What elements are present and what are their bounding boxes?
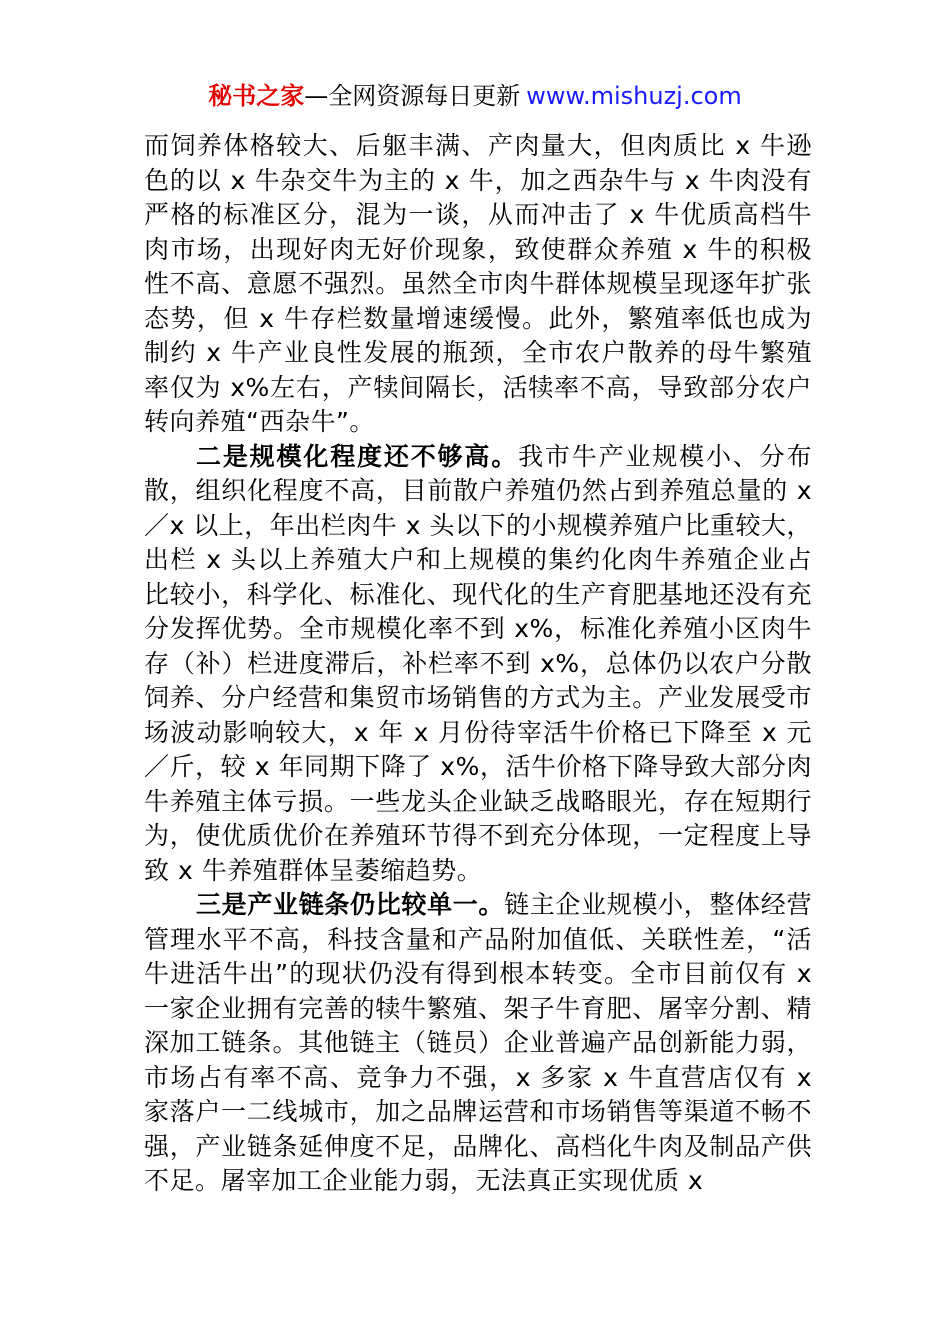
page-header <box>0 78 950 114</box>
site-url-link[interactable]: www.mishuzj.com <box>526 82 742 110</box>
paragraph-text: 链主企业规模小，整体经营管理水平不高，科技含量和产品附加值低、关联性差，“活牛进活牛出”的现状仍没有得到根本转变。全市目前仅有 x 一家企业拥有完善的犊牛繁殖、架子牛育肥、屠宰分割、精深加工链条。其他链主（链员）企业普遍产品创新能力弱，市场占有率不高、竞争力不强，x 多家 x 牛直营店仅有 x 家落户一二线城市，加之品牌运营和市场销售等渠道不畅不强，产业链条延伸度不足，品牌化、高档化牛肉及制品产供不足。屠宰加工企业能力弱，无法真正实现优质 x <box>144 890 812 1195</box>
document-body <box>144 129 812 1199</box>
paragraph-text: 我市牛产业规模小、分布散，组织化程度不高，目前散户养殖仍然占到养殖总量的 x ／x 以上，年出栏肉牛 x 头以下的小规模养殖户比重较大，出栏 x 头以上养殖大户和上规模的集约化肉牛养殖企业占比较小，科学化、标准化、现代化的生产育肥基地还没有充分发挥优势。全市规模化率不到 x%，标准化养殖小区肉牛存（补）栏进度滞后，补栏率不到 x%，总体仍以农户分散饲养、分户经营和集贸市场销售的方式为主。产业发展受市场波动影响较大，x 年 x 月份待宰活牛价格已下降至 x 元／斤，较 x 年同期下降了 x%，活牛价格下降导致大部分肉牛养殖主体亏损。一些龙头企业缺乏战略眼光，存在短期行为，使优质优价在养殖环节得不到充分体现，一定程度上导致 x 牛养殖群体呈萎缩趋势。 <box>144 441 812 885</box>
paragraph-heading: 二是规模化程度还不够高。 <box>196 441 519 471</box>
paragraph-scale <box>144 440 812 889</box>
paragraph-industry-chain <box>144 888 812 1199</box>
header-separator: — <box>304 82 329 110</box>
paragraph-text: 而饲养体格较大、后躯丰满、产肉量大，但肉质比 x 牛逊色的以 x 牛杂交牛为主的 x 牛，加之西杂牛与 x 牛肉没有严格的标准区分，混为一谈，从而冲击了 x 牛优质高档牛肉市场，出现好肉无好价现象，致使群众养殖 x 牛的积极性不高、意愿不强烈。虽然全市肉牛群体规模呈现逐年扩张态势，但 x 牛存栏数量增速缓慢。此外，繁殖率低也成为制约 x 牛产业良性发展的瓶颈，全市农户散养的母牛繁殖率仅为 x%左右，产犊间隔长，活犊率不高，导致部分农户转向养殖“西杂牛”。 <box>144 131 812 436</box>
site-brand: 秘书之家 <box>208 82 305 110</box>
header-tagline: 全网资源每日更新 <box>328 82 521 110</box>
paragraph-continuation <box>144 129 812 440</box>
paragraph-heading: 三是产业链条仍比较单一。 <box>196 890 505 919</box>
